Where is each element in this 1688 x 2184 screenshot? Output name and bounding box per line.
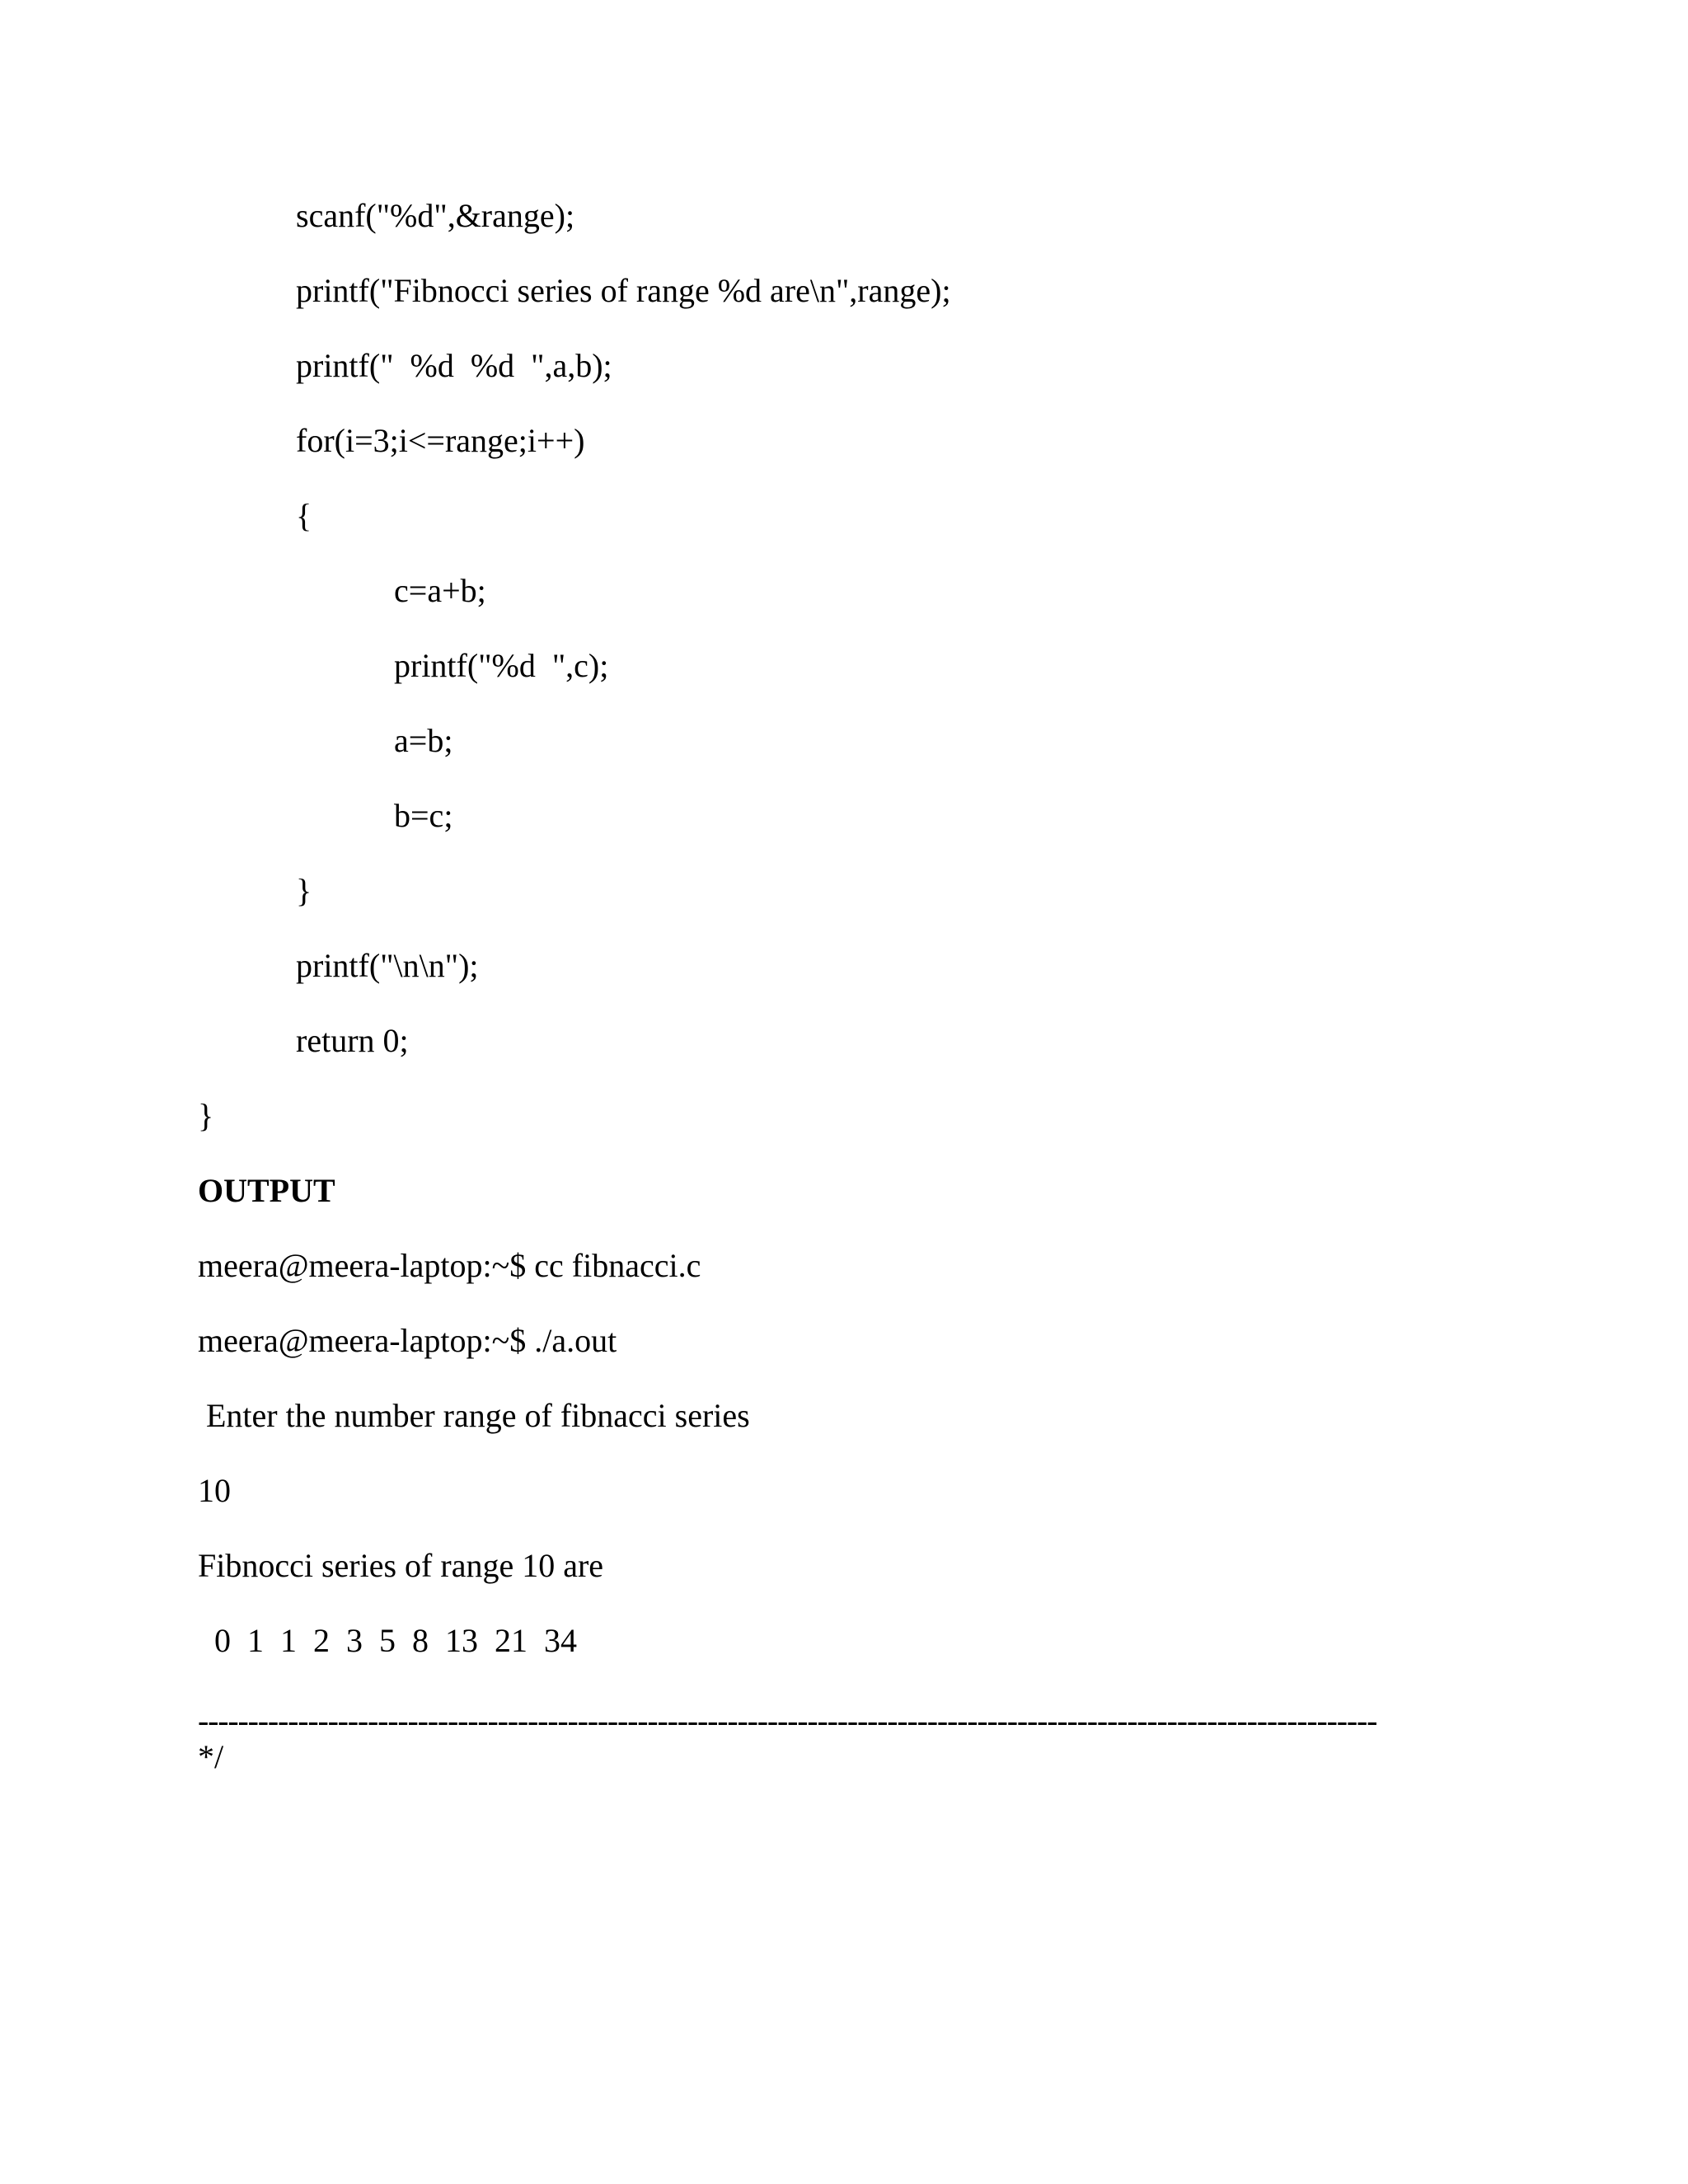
output-prompt: Enter the number range of fibnacci series: [198, 1397, 750, 1434]
code-line-printf-ab: printf(" %d %d ",a,b);: [296, 347, 612, 384]
separator-line: ----------------------------------------------------------------------------------------------------------------------: [198, 1702, 1377, 1739]
output-result-series: 0 1 1 2 3 5 8 13 21 34: [198, 1622, 577, 1659]
code-line-b-assign: b=c;: [394, 797, 453, 834]
code-line-printf-newlines: printf("\n\n");: [296, 947, 479, 984]
code-line-scanf: scanf("%d",&range);: [296, 197, 575, 234]
code-line-a-assign: a=b;: [394, 722, 453, 759]
code-line-close-brace-inner: }: [296, 872, 312, 909]
code-line-printf-header: printf("Fibnocci series of range %d are\n",range);: [296, 272, 951, 309]
code-line-open-brace: {: [296, 497, 312, 534]
output-cmd-run: meera@meera-laptop:~$ ./a.out: [198, 1322, 617, 1359]
code-line-return: return 0;: [296, 1022, 409, 1059]
output-cmd-compile: meera@meera-laptop:~$ cc fibnacci.c: [198, 1247, 701, 1284]
comment-end: */: [198, 1738, 224, 1775]
output-input-value: 10: [198, 1472, 231, 1509]
code-line-close-brace-main: }: [198, 1097, 214, 1134]
code-line-c-assign: c=a+b;: [394, 572, 486, 609]
output-heading: OUTPUT: [198, 1172, 335, 1209]
output-result-header: Fibnocci series of range 10 are: [198, 1547, 604, 1584]
code-line-printf-c: printf("%d ",c);: [394, 647, 609, 684]
code-line-for-loop: for(i=3;i<=range;i++): [296, 422, 585, 459]
